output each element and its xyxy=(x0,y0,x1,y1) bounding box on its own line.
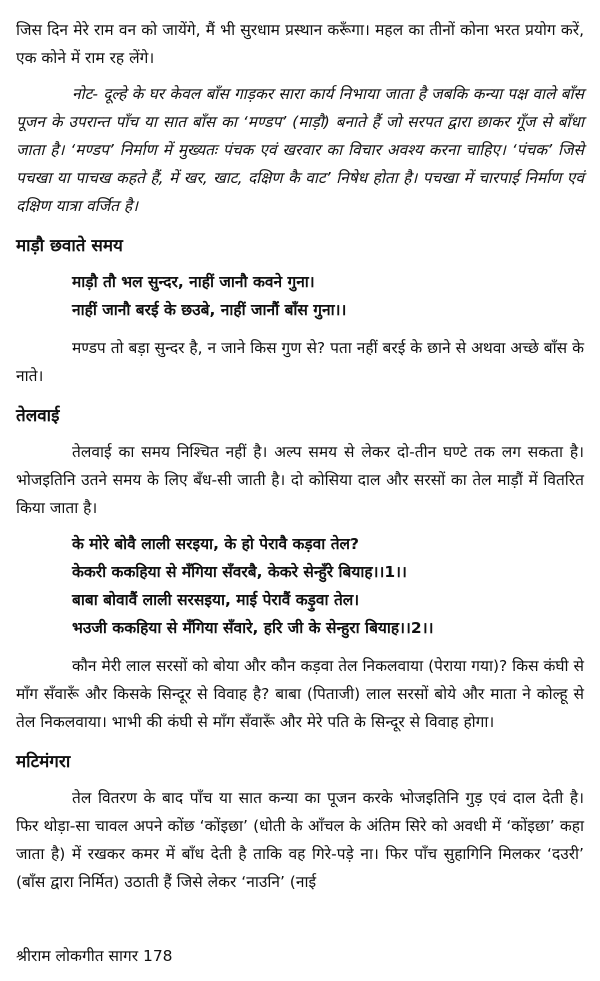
verse-line: के मोरे बोवै लाली सरइया, के हो पेरावै कड़वा तेल? xyxy=(72,535,360,553)
paragraph-matimangra: तेल वितरण के बाद पाँच या सात कन्या का पूजन करके भोजइतिनि गुड़ एवं दाल देती है। फिर थोड़ा-सा चावल अपने कोंछ ‘कोंइछा’ (धोती के आँचल के अंतिम सिरे को अवधी में ‘कोंइछा’ कहा जाता है) में रखकर कमर में बाँध देती है ताकि वह गिरे-पड़े ना। फिर पाँच सुहागिनि मिलकर ‘दउरी’ (बाँस द्वारा निर्मित) उठाती हैं जिसे लेकर ‘नाउनि’ (नाई xyxy=(16,789,584,891)
verse-line: नाहीं जानौ बरई के छउबे, नाहीं जानौं बाँस गुना।। xyxy=(72,301,347,319)
note-paragraph: नोट- दूल्हे के घर केवल बाँस गाड़कर सारा कार्य निभाया जाता है जबकि कन्या पक्ष वाले बाँस पूजन के उपरान्त पाँच या सात बाँस का ‘मण्डप’ (माड़ौ) बनाते हैं जो सरपत द्वारा छाकर गूँज से बाँधा जाता है। ‘मण्डप’ निर्माण में मुख्यतः पंचक एवं खरवार का विचार अवश्य करना चाहिए। ‘पंचक’ जिसे पचखा या पाचख कहते हैं, में खर, खाट, दक्षिण कै वाट’ निषेध होता है। पचखा में चारपाई निर्माण एवं दक्षिण यात्रा वर्जित है। xyxy=(16,85,584,215)
verse-line: भउजी ककहिया से मँगिया सँवारे, हरि जी के सेन्हुरा बियाह।।2।। xyxy=(72,619,434,637)
page-body xyxy=(16,16,584,896)
page-footer: श्रीराम लोकगीत सागर 178 xyxy=(16,947,173,965)
verse-line: केकरी ककहिया से मँगिया सँवरबै, केकरे सेन्हुँरे बियाह।।1।। xyxy=(72,563,407,581)
section-heading-telvai: तेलवाई xyxy=(16,406,60,426)
verse-line: बाबा बोवावैं लाली सरसइया, माई पेरावैं कड़ुवा तेल। xyxy=(72,591,360,609)
verse-block-telvai xyxy=(16,530,584,642)
paragraph-intro: जिस दिन मेरे राम वन को जायेंगे, मैं भी सुरधाम प्रस्थान करूँगा। महल का तीनों कोना भरत प्रयोग करें, एक कोने में राम रह लेंगे। xyxy=(16,21,584,67)
paragraph-telvai-intro: तेलवाई का समय निश्चित नहीं है। अल्प समय से लेकर दो-तीन घण्टे तक लग सकता है। भोजइतिनि उतने समय के लिए बँध-सी जाती है। दो कोसिया दाल और सरसों का तेल माड़ौं में वितरित किया जाता है। xyxy=(16,443,584,517)
section-heading-mando: माड़ौ छवाते समय xyxy=(16,236,123,256)
section-heading-matimangra: मटिमंगरा xyxy=(16,752,71,772)
paragraph-mando-meaning: मण्डप तो बड़ा सुन्दर है, न जाने किस गुण से? पता नहीं बरई के छाने से अथवा अच्छे बाँस के नाते। xyxy=(16,339,584,385)
paragraph-telvai-meaning: कौन मेरी लाल सरसों को बोया और कौन कड़वा तेल निकलवाया (पेराया गया)? किस कंघी से माँग सँवारूँ और किसके सिन्दूर से विवाह है? बाबा (पिताजी) लाल सरसों बोये और माता ने कोल्हू से तेल निकलवाया। भाभी की कंघी से माँग सँवारूँ और मेरे पति के सिन्दूर से विवाह होगा। xyxy=(16,657,584,731)
verse-line: माड़ौ तौ भल सुन्दर, नाहीं जानौ कवने गुना। xyxy=(72,273,315,291)
verse-block-mando xyxy=(16,268,584,324)
